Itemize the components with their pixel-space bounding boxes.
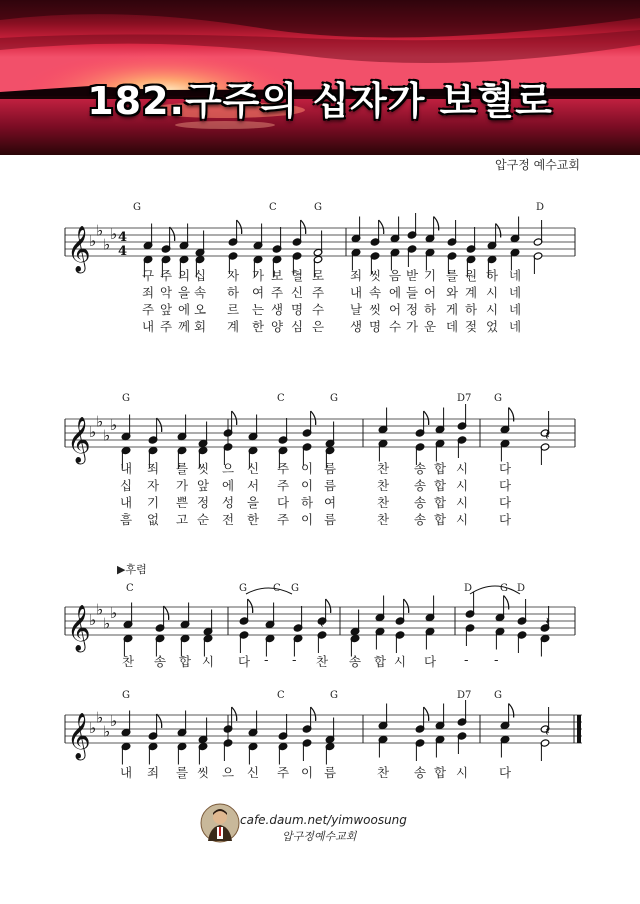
slur: [246, 588, 292, 594]
lyric-syllable: 기: [147, 495, 160, 510]
lyric-syllable: 었: [486, 319, 499, 334]
lyric-syllable: 운: [424, 319, 437, 334]
lyric-syllable: 찬: [377, 765, 390, 780]
pastor-avatar-icon: [200, 803, 240, 843]
note-flag: [248, 599, 253, 613]
flat-sign-icon: ♭: [103, 614, 111, 633]
slur: [470, 586, 520, 594]
church-name: 압구정 예수교회: [495, 158, 580, 172]
lyric-syllable: 시: [456, 495, 469, 510]
lyric-syllable: 네: [509, 319, 522, 334]
treble-clef-icon: 𝄞: [67, 417, 91, 463]
lyric-syllable: 이: [301, 461, 314, 476]
lyric-syllable: 하: [465, 302, 478, 317]
note-flag: [157, 418, 162, 432]
lyric-syllable: 송: [414, 765, 427, 780]
lyric-syllable: -: [464, 652, 469, 667]
lyric-syllable: 시: [456, 461, 469, 476]
note-flag: [164, 606, 169, 620]
lyric-syllable: 십: [120, 478, 133, 493]
chord-symbol: G: [500, 583, 508, 594]
lyric-syllable: 찬: [316, 654, 329, 669]
lyric-syllable: 름: [324, 461, 337, 476]
lyric-syllable: 없: [147, 512, 160, 527]
lyric-syllable: 앞: [160, 302, 173, 317]
lyric-syllable: 시: [202, 654, 215, 669]
lyric-syllable: -: [494, 652, 499, 667]
lyric-syllable: 로: [312, 268, 325, 283]
chord-symbol: G: [314, 202, 322, 213]
lyric-syllable: 성: [222, 495, 235, 510]
lyric-syllable: 죄: [147, 461, 160, 476]
lyric-syllable: -: [292, 652, 297, 667]
chord-symbol: C: [269, 202, 277, 213]
lyric-syllable: 씻: [197, 461, 210, 476]
lyric-syllable: 수: [312, 302, 325, 317]
chord-symbol: D: [517, 583, 526, 594]
lyric-syllable: 죄: [147, 765, 160, 780]
flat-sign-icon: ♭: [110, 604, 118, 622]
lyric-syllable: 주: [142, 302, 155, 317]
flat-sign-icon: ♭: [89, 423, 97, 441]
note-flag: [509, 704, 514, 718]
lyric-syllable: 하: [486, 268, 499, 283]
lyric-syllable: 주: [277, 512, 290, 527]
lyric-syllable: 주: [277, 478, 290, 493]
lyric-syllable: 내: [142, 319, 155, 334]
lyric-syllable: 찬: [377, 478, 390, 493]
quarter-rest-icon: 𝄽: [320, 613, 325, 632]
note-flag: [232, 411, 237, 425]
chord-symbol: D: [464, 583, 473, 594]
treble-clef-icon: 𝄞: [67, 713, 91, 759]
lyric-syllable: 명: [291, 302, 304, 317]
lyric-syllable: 신: [291, 285, 304, 300]
flat-sign-icon: ♭: [110, 712, 118, 730]
chord-symbol: G: [239, 583, 247, 594]
lyric-syllable: 시: [486, 302, 499, 317]
lyric-syllable: 의: [178, 268, 191, 283]
lyric-syllable: 흠: [120, 512, 133, 527]
lyric-syllable: 합: [434, 765, 447, 780]
lyric-syllable: 으: [222, 765, 235, 780]
lyric-syllable: 하: [424, 302, 437, 317]
lyric-syllable: 음: [389, 268, 402, 283]
lyric-syllable: 여: [252, 285, 265, 300]
lyric-syllable: 찬: [122, 654, 135, 669]
lyric-syllable: 원: [465, 268, 478, 283]
lyric-syllable: 주: [277, 461, 290, 476]
chord-symbol: G: [122, 690, 130, 701]
lyric-syllable: 합: [374, 654, 387, 669]
lyric-syllable: 네: [509, 302, 522, 317]
lyric-syllable: 다: [238, 654, 251, 669]
lyric-syllable: 합: [179, 654, 192, 669]
lyric-syllable: 기: [424, 268, 437, 283]
footer-url-link[interactable]: cafe.daum.net/yimwoosung: [240, 813, 407, 827]
note-flag: [311, 411, 316, 425]
quarter-rest-icon: 𝄽: [545, 721, 550, 740]
final-barline: [577, 715, 581, 743]
note-flag: [404, 599, 409, 613]
note-flag: [232, 707, 237, 721]
lyric-syllable: 주: [160, 319, 173, 334]
lyric-syllable: 에: [222, 478, 235, 493]
lyric-syllable: 신: [247, 461, 260, 476]
lyric-syllable: 젖: [465, 319, 478, 334]
quarter-rest-icon: 𝄽: [545, 425, 550, 444]
lyric-syllable: 와: [446, 285, 459, 300]
lyric-syllable: 씻: [369, 302, 382, 317]
lyric-syllable: 십: [194, 268, 207, 283]
note-flag: [326, 599, 331, 613]
lyric-syllable: 을: [178, 285, 191, 300]
lyric-syllable: 합: [434, 478, 447, 493]
lyric-syllable: 양: [271, 319, 284, 334]
lyric-syllable: 름: [324, 478, 337, 493]
chord-symbol: G: [122, 393, 130, 404]
treble-clef-icon: 𝄞: [67, 226, 91, 272]
lyric-syllable: 가: [406, 319, 419, 334]
lyric-syllable: 를: [176, 461, 189, 476]
lyric-syllable: 계: [465, 285, 478, 300]
lyric-syllable: 내: [350, 285, 363, 300]
lyric-syllable: 르: [227, 302, 240, 317]
lyric-syllable: 수: [389, 319, 402, 334]
note-flag: [424, 707, 429, 721]
lyric-syllable: 네: [509, 268, 522, 283]
flat-sign-icon: ♭: [103, 426, 111, 445]
lyric-syllable: 다: [499, 512, 512, 527]
chord-symbol: G: [133, 202, 141, 213]
lyric-syllable: 어: [389, 302, 402, 317]
lyric-syllable: 게: [446, 302, 459, 317]
note-flag: [170, 227, 175, 241]
lyric-syllable: 송: [414, 495, 427, 510]
lyric-syllable: 을: [247, 495, 260, 510]
chord-symbol: G: [291, 583, 299, 594]
lyric-syllable: 정: [406, 302, 419, 317]
lyric-syllable: 찬: [377, 495, 390, 510]
lyric-syllable: 죄: [142, 285, 155, 300]
lyric-syllable: 어: [424, 285, 437, 300]
note-flag: [311, 707, 316, 721]
lyric-syllable: 은: [312, 319, 325, 334]
lyric-syllable: 회: [194, 319, 207, 334]
note-flag: [301, 220, 306, 234]
lyric-syllable: 오: [194, 302, 207, 317]
treble-clef-icon: 𝄞: [67, 605, 91, 651]
lyric-syllable: 합: [434, 495, 447, 510]
time-signature-bottom: 4: [118, 244, 128, 259]
lyric-syllable: 명: [369, 319, 382, 334]
chord-symbol: C: [277, 393, 285, 404]
lyric-syllable: 혈: [291, 268, 304, 283]
lyric-syllable: 서: [247, 478, 260, 493]
lyric-syllable: 찬: [377, 512, 390, 527]
lyric-syllable: 고: [176, 512, 189, 527]
flat-sign-icon: ♭: [96, 600, 104, 619]
note-flag: [157, 714, 162, 728]
lyric-syllable: 내: [120, 765, 133, 780]
lyric-syllable: 악: [160, 285, 173, 300]
note-flag: [504, 596, 509, 610]
lyric-syllable: 죄: [350, 268, 363, 283]
chord-symbol: D7: [457, 690, 472, 701]
chord-symbol: G: [494, 393, 502, 404]
flat-sign-icon: ♭: [89, 719, 97, 737]
lyric-syllable: 으: [222, 461, 235, 476]
lyric-syllable: 다: [499, 478, 512, 493]
lyric-syllable: 송: [414, 478, 427, 493]
lyric-syllable: -: [264, 652, 269, 667]
lyric-syllable: 다: [424, 654, 437, 669]
chord-symbol: C: [277, 690, 285, 701]
lyric-syllable: 계: [227, 319, 240, 334]
lyric-syllable: 다: [499, 461, 512, 476]
lyric-syllable: 다: [499, 495, 512, 510]
lyric-syllable: 다: [277, 495, 290, 510]
lyric-syllable: 에: [389, 285, 402, 300]
lyric-syllable: 송: [349, 654, 362, 669]
lyric-syllable: 시: [456, 478, 469, 493]
lyric-syllable: 날: [350, 302, 363, 317]
flat-sign-icon: ♭: [96, 708, 104, 727]
refrain-label: ▶후렴: [117, 563, 147, 576]
chord-symbol: G: [494, 690, 502, 701]
lyric-syllable: 다: [499, 765, 512, 780]
lyric-syllable: 한: [252, 319, 265, 334]
lyric-syllable: 받: [406, 268, 419, 283]
lyric-syllable: 이: [301, 765, 314, 780]
lyric-syllable: 생: [271, 302, 284, 317]
lyric-syllable: 앞: [197, 478, 210, 493]
lyric-syllable: 순: [197, 512, 210, 527]
lyric-syllable: 씻: [197, 765, 210, 780]
lyric-syllable: 데: [446, 319, 459, 334]
lyric-syllable: 합: [434, 461, 447, 476]
lyric-syllable: 내: [120, 461, 133, 476]
lyric-syllable: 송: [154, 654, 167, 669]
lyric-syllable: 찬: [377, 461, 390, 476]
chord-symbol: G: [330, 393, 338, 404]
lyric-syllable: 시: [456, 765, 469, 780]
lyric-syllable: 시: [394, 654, 407, 669]
lyric-syllable: 신: [247, 765, 260, 780]
lyric-syllable: 시: [486, 285, 499, 300]
lyric-syllable: 를: [176, 765, 189, 780]
lyric-syllable: 주: [277, 765, 290, 780]
time-signature-top: 4: [118, 230, 128, 245]
lyric-syllable: 자: [147, 478, 160, 493]
flat-sign-icon: ♭: [89, 611, 97, 629]
flat-sign-icon: ♭: [103, 722, 111, 741]
lyric-syllable: 구: [142, 268, 155, 283]
lyric-syllable: 하: [301, 495, 314, 510]
lyric-syllable: 생: [350, 319, 363, 334]
lyric-syllable: 름: [324, 512, 337, 527]
lyric-syllable: 이: [301, 512, 314, 527]
lyric-syllable: 심: [291, 319, 304, 334]
chord-symbol: D: [536, 202, 545, 213]
note-flag: [379, 220, 384, 234]
lyric-syllable: 하: [227, 285, 240, 300]
flat-sign-icon: ♭: [110, 225, 118, 243]
footer-church-name: 압구정예수교회: [282, 830, 357, 843]
flat-sign-icon: ♭: [110, 416, 118, 434]
lyric-syllable: 속: [369, 285, 382, 300]
chord-symbol: C: [126, 583, 134, 594]
lyric-syllable: 는: [252, 302, 265, 317]
lyric-syllable: 정: [197, 495, 210, 510]
lyric-syllable: 속: [194, 285, 207, 300]
lyric-syllable: 자: [227, 268, 240, 283]
hymn-title: 182.구주의 십자가 보혈로: [87, 79, 553, 123]
lyric-syllable: 여: [324, 495, 337, 510]
quarter-rest-icon: 𝄽: [545, 613, 550, 632]
lyric-syllable: 에: [178, 302, 191, 317]
lyric-syllable: 를: [446, 268, 459, 283]
lyric-syllable: 가: [176, 478, 189, 493]
note-flag: [424, 411, 429, 425]
lyric-syllable: 이: [301, 478, 314, 493]
lyric-syllable: 내: [120, 495, 133, 510]
lyric-syllable: 시: [456, 512, 469, 527]
note-flag: [237, 220, 242, 234]
chord-symbol: C: [273, 583, 281, 594]
lyric-syllable: 씻: [369, 268, 382, 283]
lyric-syllable: 주: [312, 285, 325, 300]
flat-sign-icon: ♭: [96, 221, 104, 240]
lyric-syllable: 가: [252, 268, 265, 283]
lyric-syllable: 합: [434, 512, 447, 527]
flat-sign-icon: ♭: [96, 412, 104, 431]
lyric-syllable: 쁜: [176, 495, 189, 510]
chord-symbol: D7: [457, 393, 472, 404]
lyric-syllable: 전: [222, 512, 235, 527]
lyric-syllable: 송: [414, 512, 427, 527]
flat-sign-icon: ♭: [103, 235, 111, 254]
flat-sign-icon: ♭: [89, 232, 97, 250]
lyric-syllable: 름: [324, 765, 337, 780]
lyric-syllable: 한: [247, 512, 260, 527]
chord-symbol: G: [330, 690, 338, 701]
lyric-syllable: 께: [178, 319, 191, 334]
lyric-syllable: 송: [414, 461, 427, 476]
lyric-syllable: 들: [406, 285, 419, 300]
lyric-syllable: 주: [160, 268, 173, 283]
lyric-syllable: 보: [271, 268, 284, 283]
lyric-syllable: 네: [509, 285, 522, 300]
lyric-syllable: 주: [271, 285, 284, 300]
